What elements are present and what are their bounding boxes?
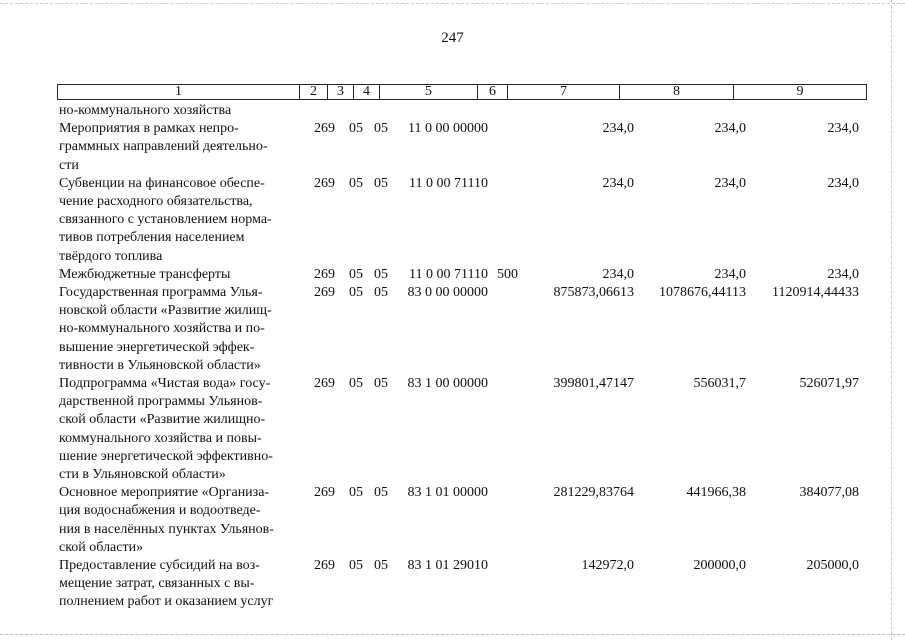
target-article-cell: 83 1 01 29010 [407, 558, 488, 574]
header-col-8: 8 [620, 85, 734, 99]
section-code-cell: 05 [349, 266, 363, 282]
description-line: мещение затрат, связанных с вы- [59, 576, 255, 592]
amount-col9-cell: 384077,08 [799, 485, 859, 501]
amount-col8-cell: 441966,38 [686, 485, 746, 501]
table-row [59, 102, 867, 120]
table-header [57, 84, 867, 100]
ministry-code-cell: 269 [314, 175, 335, 191]
description-line: Мероприятия в рамках непро- [59, 121, 239, 137]
table-row [59, 375, 867, 484]
amount-col9-cell: 234,0 [827, 121, 859, 137]
amount-col8-cell: 556031,7 [693, 376, 746, 392]
amount-col8-cell: 200000,0 [693, 558, 746, 574]
description-line: коммунального хозяйства и повы- [59, 430, 262, 446]
amount-col8-cell: 234,0 [714, 175, 746, 191]
target-article-cell: 83 1 01 00000 [407, 485, 488, 501]
subsection-code-cell: 05 [374, 266, 388, 282]
section-code-cell: 05 [349, 121, 363, 137]
description-line: ция водоснабжения и водоотведе- [59, 503, 261, 519]
table-row [59, 266, 867, 284]
amount-col9-cell: 205000,0 [806, 558, 859, 574]
target-article-cell: 11 0 00 71110 [409, 266, 488, 282]
description-line: новской области «Развитие жилищ- [59, 303, 272, 319]
description-line: но-коммунального хозяйства и по- [59, 321, 265, 337]
description-line: Подпрограмма «Чистая вода» госу- [59, 376, 271, 392]
ministry-code-cell: 269 [314, 121, 335, 137]
subsection-code-cell: 05 [374, 558, 388, 574]
scan-right-edge [891, 0, 892, 640]
row-description [59, 120, 297, 175]
target-article-cell: 83 0 00 00000 [407, 285, 488, 301]
header-col-2: 2 [300, 85, 328, 99]
description-line: шение энергетической эффективно- [59, 448, 273, 464]
header-col-1: 1 [58, 85, 300, 99]
header-col-3: 3 [328, 85, 354, 99]
row-description [59, 284, 297, 375]
description-line: ской области» [59, 539, 144, 555]
description-line: связанного с установлением норма- [59, 212, 272, 228]
row-description [59, 175, 297, 266]
section-code-cell: 05 [349, 285, 363, 301]
header-col-9: 9 [796, 84, 804, 99]
row-description [59, 484, 297, 557]
subsection-code-cell: 05 [374, 121, 388, 137]
header-col-4: 4 [354, 85, 380, 99]
description-line: полнением работ и оказанием услуг [59, 594, 274, 610]
ministry-code-cell: 269 [314, 376, 335, 392]
subsection-code-cell: 05 [374, 485, 388, 501]
subsection-code-cell: 05 [374, 285, 388, 301]
amount-col7-cell: 234,0 [602, 121, 634, 137]
table-body [59, 102, 867, 612]
amount-col8-cell: 234,0 [714, 121, 746, 137]
description-line: чение расходного обязательства, [59, 194, 253, 210]
section-code-cell: 05 [349, 175, 363, 191]
description-line: ской области «Развитие жилищно- [59, 412, 266, 428]
scan-top-edge [0, 3, 905, 4]
description-line: твёрдого топлива [59, 248, 163, 264]
row-description [59, 557, 297, 612]
table-row [59, 557, 867, 612]
target-article-cell: 11 0 00 00000 [408, 121, 488, 137]
amount-col7-cell: 234,0 [602, 175, 634, 191]
expense-type-cell: 500 [497, 266, 518, 282]
description-line: но-коммунального хозяйства [59, 103, 232, 118]
section-code-cell: 05 [349, 376, 363, 392]
amount-col9-cell: 526071,97 [799, 376, 859, 392]
description-line: Межбюджетные трансферты [59, 266, 231, 282]
table-row [59, 120, 867, 175]
description-line: Основное мероприятие «Организа- [59, 485, 270, 501]
amount-col7-cell: 234,0 [602, 266, 634, 282]
amount-col7-cell: 399801,47147 [553, 376, 634, 392]
amount-col8-cell: 234,0 [714, 266, 746, 282]
ministry-code-cell: 269 [314, 485, 335, 501]
header-col-5: 5 [380, 85, 478, 99]
amount-col7-cell: 875873,06613 [553, 285, 634, 301]
amount-col9-cell: 234,0 [827, 175, 859, 191]
description-line: Государственная программа Улья- [59, 285, 263, 301]
amount-col7-cell: 142972,0 [581, 558, 634, 574]
ministry-code-cell: 269 [314, 558, 335, 574]
row-description [59, 266, 297, 284]
header-col-6: 6 [478, 85, 508, 99]
section-code-cell: 05 [349, 558, 363, 574]
target-article-cell: 83 1 00 00000 [407, 376, 488, 392]
description-line: сти [59, 157, 79, 173]
amount-col7-cell: 281229,83764 [553, 485, 634, 501]
ministry-code-cell: 269 [314, 266, 335, 282]
header-col-7: 7 [508, 85, 620, 99]
subsection-code-cell: 05 [374, 175, 388, 191]
table-row [59, 484, 867, 557]
description-line: тивности в Ульяновской области» [59, 357, 261, 373]
description-line: вышение энергетической эффек- [59, 339, 255, 355]
description-line: Субвенции на финансовое обеспе- [59, 175, 265, 191]
amount-col9-cell: 234,0 [827, 266, 859, 282]
description-line: тивов потребления населением [59, 230, 245, 246]
description-line: граммных направлений деятельно- [59, 139, 268, 155]
target-article-cell: 11 0 00 71110 [409, 175, 488, 191]
table-row [59, 284, 867, 375]
row-description [59, 375, 297, 484]
page-number: 247 [441, 30, 464, 46]
table-row [59, 175, 867, 266]
row-description [59, 102, 297, 120]
description-line: сти в Ульяновской области» [59, 467, 226, 483]
description-line: дарственной программы Ульянов- [59, 394, 263, 410]
amount-col9-cell: 1120914,44433 [772, 285, 859, 301]
description-line: Предоставление субсидий на воз- [59, 558, 260, 574]
scan-bottom-edge [0, 634, 905, 635]
description-line: ния в населённых пунктах Ульянов- [59, 521, 274, 537]
ministry-code-cell: 269 [314, 285, 335, 301]
subsection-code-cell: 05 [374, 376, 388, 392]
section-code-cell: 05 [349, 485, 363, 501]
amount-col8-cell: 1078676,44113 [659, 285, 746, 301]
